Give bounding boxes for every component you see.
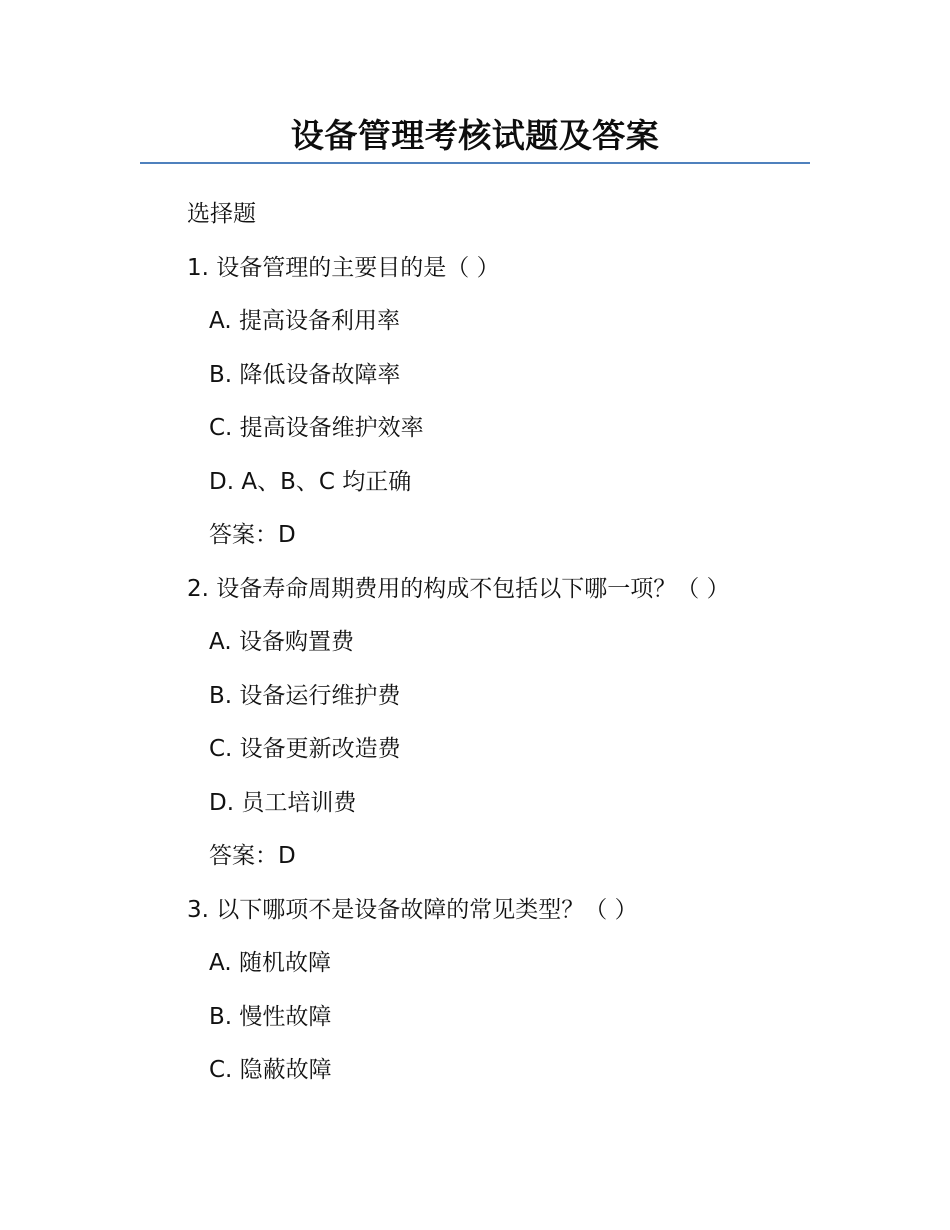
option-d: D. A、B、C 均正确 bbox=[209, 468, 412, 495]
question-block bbox=[187, 884, 810, 1098]
option-a: A. 设备购置费 bbox=[209, 629, 354, 655]
document-title: 设备管理考核试题及答案 bbox=[290, 116, 660, 155]
answer-text: 答案：D bbox=[209, 843, 296, 869]
question-block bbox=[187, 242, 810, 563]
option-c: C. 设备更新改造费 bbox=[209, 736, 401, 762]
section-heading: 选择题 bbox=[187, 201, 256, 227]
option-c: C. 提高设备维护效率 bbox=[209, 415, 424, 441]
document-body bbox=[187, 188, 810, 1098]
question-text: 2. 设备寿命周期费用的构成不包括以下哪一项？（ ） bbox=[187, 575, 730, 602]
question-block bbox=[187, 563, 810, 884]
option-d: D. 员工培训费 bbox=[209, 789, 357, 816]
option-b: B. 降低设备故障率 bbox=[209, 361, 401, 388]
title-divider bbox=[140, 162, 810, 164]
question-text: 1. 设备管理的主要目的是（ ） bbox=[187, 254, 500, 281]
option-c: C. 隐蔽故障 bbox=[209, 1057, 332, 1083]
question-text: 3. 以下哪项不是设备故障的常见类型？（ ） bbox=[187, 896, 638, 923]
option-b: B. 慢性故障 bbox=[209, 1003, 332, 1030]
answer-text: 答案：D bbox=[209, 522, 296, 548]
option-a: A. 随机故障 bbox=[209, 950, 331, 976]
option-a: A. 提高设备利用率 bbox=[209, 308, 400, 334]
option-b: B. 设备运行维护费 bbox=[209, 682, 401, 709]
